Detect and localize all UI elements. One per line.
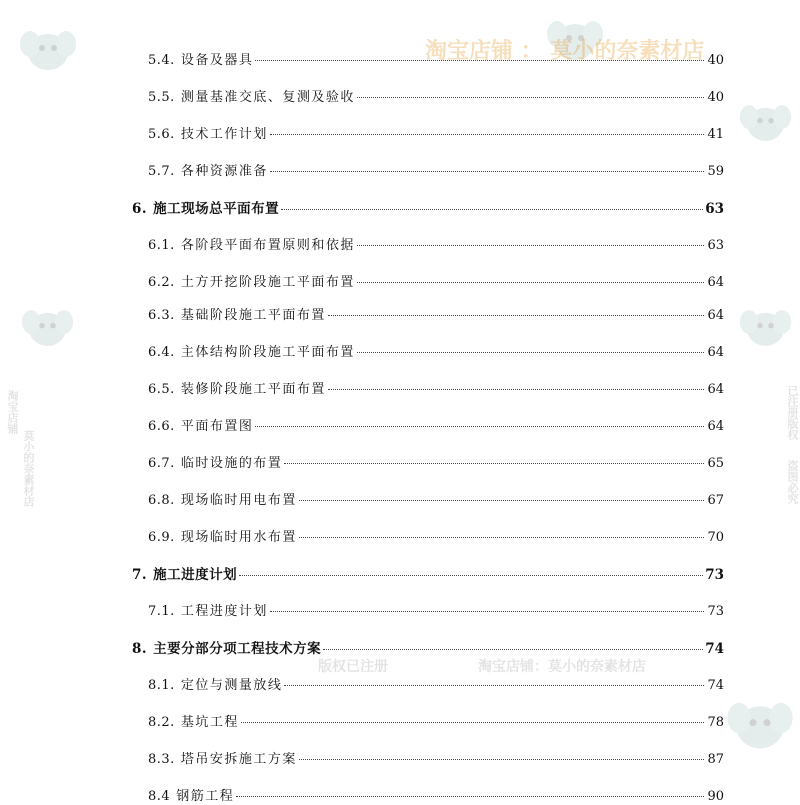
toc-entry-title: 定位与测量放线 — [180, 678, 283, 693]
right-vertical-watermark-2: 盗图必究 — [786, 460, 799, 504]
toc-section-entry[interactable] — [148, 275, 724, 291]
toc-section-entry[interactable] — [148, 678, 724, 694]
toc-page-number: 73 — [705, 567, 724, 583]
toc-dot-leader — [299, 499, 704, 501]
toc-section-entry[interactable] — [148, 493, 724, 509]
toc-dot-leader — [357, 351, 704, 353]
toc-section-entry[interactable] — [148, 345, 724, 361]
toc-dot-leader — [236, 795, 704, 797]
toc-dot-leader — [255, 425, 704, 427]
toc-entry-number: 6.7. — [148, 456, 175, 471]
toc-dot-leader — [241, 721, 704, 723]
toc-entry-title: 临时设施的布置 — [180, 456, 283, 471]
toc-section-entry[interactable] — [148, 789, 724, 805]
toc-dot-leader — [357, 244, 704, 246]
right-vertical-watermark-1: 已注册版权 — [786, 385, 799, 440]
toc-entry-title: 施工进度计划 — [153, 567, 238, 583]
toc-page-number: 78 — [707, 715, 724, 730]
toc-entry-number: 6.1. — [148, 238, 175, 253]
toc-entry-title: 各阶段平面布置原则和依据 — [180, 238, 355, 253]
toc-section-entry[interactable] — [148, 308, 724, 324]
toc-dot-leader — [284, 462, 704, 464]
toc-chapter-entry[interactable] — [132, 567, 724, 583]
toc-page-number: 40 — [707, 90, 724, 105]
toc-section-entry[interactable] — [148, 53, 724, 69]
toc-entry-title: 技术工作计划 — [180, 127, 268, 142]
toc-dot-leader — [328, 388, 704, 390]
toc-entry-title: 工程进度计划 — [180, 604, 268, 619]
toc-entry-number: 6.9. — [148, 530, 175, 545]
toc-page-number: 74 — [707, 678, 724, 693]
toc-dot-leader — [328, 314, 704, 316]
shop-watermark-bottom: 淘宝店铺：莫小的奈素材店 — [478, 659, 646, 675]
toc-entry-number: 6.2. — [148, 275, 175, 290]
registered-watermark: 版权已注册 — [318, 659, 388, 675]
toc-page-number: 65 — [707, 456, 724, 471]
toc-entry-number: 6.4. — [148, 345, 175, 360]
toc-dot-leader — [281, 208, 703, 210]
toc-section-entry[interactable] — [148, 90, 724, 106]
toc-section-entry[interactable] — [148, 715, 724, 731]
toc-page-number: 41 — [707, 127, 724, 142]
toc-page-number: 74 — [705, 641, 724, 657]
toc-entry-number: 8.3. — [148, 752, 175, 767]
toc-entry-number: 8.4 — [148, 789, 171, 804]
toc-dot-leader — [299, 758, 704, 760]
shop-watermark-top: 淘宝店铺 ： 莫小的奈素材店 — [425, 39, 705, 64]
toc-dot-leader — [270, 170, 704, 172]
toc-page-number: 63 — [707, 238, 724, 253]
toc-section-entry[interactable] — [148, 127, 724, 143]
toc-entry-number: 5.5. — [148, 90, 175, 105]
toc-page-number: 67 — [707, 493, 724, 508]
toc-dot-leader — [255, 59, 704, 61]
left-vertical-watermark-1: 淘宝店铺 — [6, 390, 19, 434]
toc-section-entry[interactable] — [148, 419, 724, 435]
toc-page-number: 70 — [707, 530, 724, 545]
toc-entry-number: 6.5. — [148, 382, 175, 397]
toc-entry-title: 装修阶段施工平面布置 — [180, 382, 326, 397]
toc-entry-title: 现场临时用水布置 — [180, 530, 297, 545]
toc-page-number: 64 — [707, 419, 724, 434]
toc-entry-number: 6. — [132, 201, 148, 217]
toc-entry-title: 塔吊安拆施工方案 — [180, 752, 297, 767]
toc-dot-leader — [357, 96, 704, 98]
toc-entry-title: 测量基准交底、复测及验收 — [180, 90, 355, 105]
toc-page-number: 87 — [707, 752, 724, 767]
toc-entry-number: 6.6. — [148, 419, 175, 434]
toc-dot-leader — [299, 536, 704, 538]
toc-entry-title: 土方开挖阶段施工平面布置 — [180, 275, 355, 290]
toc-page-number: 59 — [707, 164, 724, 179]
toc-entry-number: 8. — [132, 641, 148, 657]
toc-entry-number: 6.8. — [148, 493, 175, 508]
toc-page-number: 63 — [705, 201, 724, 217]
toc-section-entry[interactable] — [148, 530, 724, 546]
toc-entry-title: 施工现场总平面布置 — [153, 201, 280, 217]
toc-dot-leader — [284, 684, 704, 686]
toc-section-entry[interactable] — [148, 238, 724, 254]
toc-section-entry[interactable] — [148, 164, 724, 180]
toc-page-number: 64 — [707, 345, 724, 360]
toc-section-entry[interactable] — [148, 382, 724, 398]
toc-dot-leader — [239, 574, 703, 576]
toc-section-entry[interactable] — [148, 456, 724, 472]
toc-page-number: 64 — [707, 275, 724, 290]
toc-entry-title: 主体结构阶段施工平面布置 — [180, 345, 355, 360]
toc-entry-title: 平面布置图 — [180, 419, 254, 434]
toc-entry-number: 6.3. — [148, 308, 175, 323]
toc-section-entry[interactable] — [148, 604, 724, 620]
left-vertical-watermark-2: 莫小的奈素材店 — [22, 430, 35, 507]
toc-page-number: 90 — [707, 789, 724, 804]
toc-chapter-entry[interactable] — [132, 641, 724, 657]
toc-entry-number: 5.6. — [148, 127, 175, 142]
toc-entry-title: 基础阶段施工平面布置 — [180, 308, 326, 323]
toc-entry-number: 7. — [132, 567, 148, 583]
toc-entry-title: 现场临时用电布置 — [180, 493, 297, 508]
toc-dot-leader — [357, 281, 704, 283]
toc-page-number: 73 — [707, 604, 724, 619]
toc-section-entry[interactable] — [148, 752, 724, 768]
toc-entry-title: 各种资源准备 — [180, 164, 268, 179]
toc-entry-number: 5.4. — [148, 53, 175, 68]
toc-dot-leader — [323, 648, 703, 650]
toc-entry-title: 基坑工程 — [180, 715, 239, 730]
toc-entry-title: 设备及器具 — [180, 53, 254, 68]
toc-entry-title: 主要分部分项工程技术方案 — [153, 641, 322, 657]
toc-dot-leader — [270, 133, 704, 135]
toc-entry-title: 钢筋工程 — [176, 789, 235, 804]
toc-entry-number: 5.7. — [148, 164, 175, 179]
toc-dot-leader — [270, 610, 704, 612]
toc-entry-number: 7.1. — [148, 604, 175, 619]
toc-page-number: 64 — [707, 382, 724, 397]
toc-chapter-entry[interactable] — [132, 201, 724, 217]
toc-entry-number: 8.1. — [148, 678, 175, 693]
toc-entry-number: 8.2. — [148, 715, 175, 730]
toc-page-number: 64 — [707, 308, 724, 323]
toc-page-number: 40 — [707, 53, 724, 68]
